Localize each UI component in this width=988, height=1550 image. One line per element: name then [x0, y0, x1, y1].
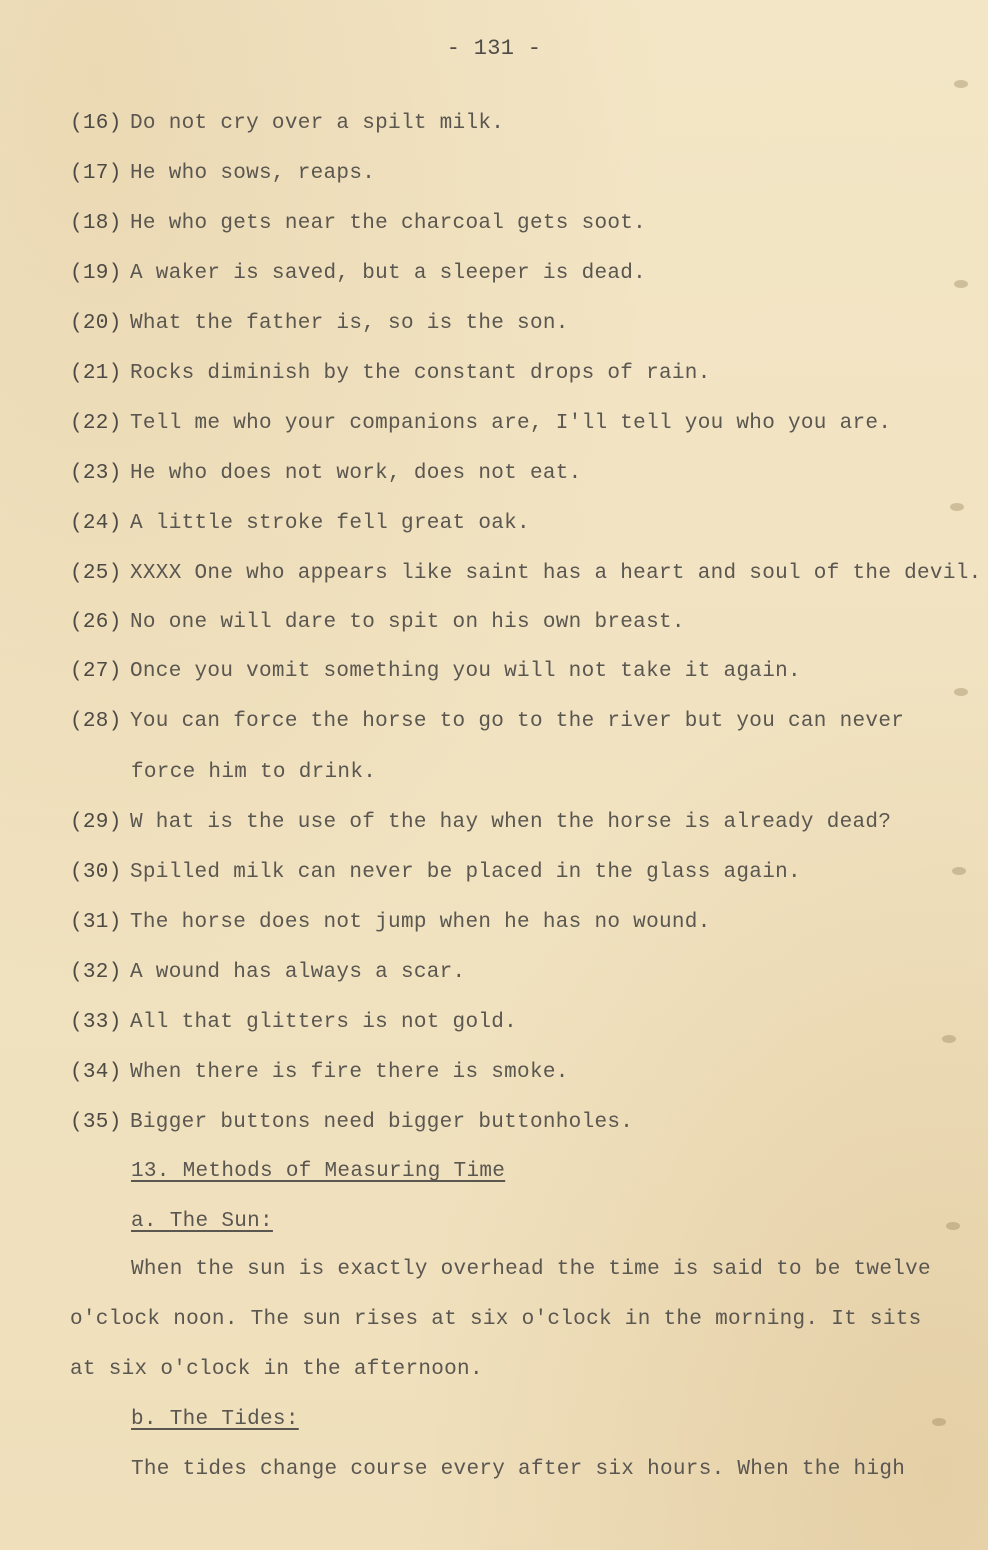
proverb-item: [70, 911, 711, 934]
paper-speck: [954, 280, 968, 288]
proverb-text: When there is fire there is smoke.: [130, 1061, 569, 1084]
proverb-text: No one will dare to spit on his own breast.: [130, 611, 685, 634]
proverb-text: Spilled milk can never be placed in the glass again.: [130, 861, 801, 884]
paragraph-line: When the sun is exactly overhead the time is said to be twelve: [131, 1258, 931, 1281]
proverb-text: Tell me who your companions are, I'll tell you who you are.: [130, 412, 892, 435]
proverb-item: [70, 212, 646, 235]
proverb-item: [70, 162, 375, 185]
proverb-item: [70, 262, 646, 285]
proverb-number: (18): [70, 212, 122, 235]
paper-speck: [950, 503, 964, 511]
proverb-item: [70, 710, 904, 733]
proverb-number: (32): [70, 961, 122, 984]
paper-speck: [954, 688, 968, 696]
paragraph-line: o'clock noon. The sun rises at six o'clock in the morning. It sits: [70, 1308, 922, 1331]
proverb-number: (19): [70, 262, 122, 285]
proverb-number: (21): [70, 362, 122, 385]
proverb-text: A waker is saved, but a sleeper is dead.: [130, 262, 647, 285]
proverb-number: (33): [70, 1011, 122, 1034]
proverb-text: The horse does not jump when he has no wound.: [130, 911, 711, 934]
proverb-text: You can force the horse to go to the river but you can never: [130, 710, 905, 733]
proverb-item: [70, 412, 891, 435]
proverb-text: He who sows, reaps.: [130, 162, 376, 185]
proverb-item: [70, 611, 685, 634]
proverb-text: He who gets near the charcoal gets soot.: [130, 212, 647, 235]
proverb-text: W hat is the use of the hay when the horse is already dead?: [130, 811, 892, 834]
proverb-item: [70, 660, 801, 683]
proverb-text: A little stroke fell great oak.: [130, 512, 530, 535]
proverb-text: Bigger buttons need bigger buttonholes.: [130, 1111, 634, 1134]
proverb-text: Rocks diminish by the constant drops of rain.: [130, 362, 711, 385]
proverb-item: [70, 562, 982, 585]
proverb-number: (17): [70, 162, 122, 185]
proverb-text: What the father is, so is the son.: [130, 312, 569, 335]
proverb-number: (26): [70, 611, 122, 634]
proverb-text: Once you vomit something you will not take it again.: [130, 660, 801, 683]
paper-speck: [946, 1222, 960, 1230]
paragraph-line: The tides change course every after six hours. When the high: [131, 1458, 906, 1481]
proverb-text: XXXX One who appears like saint has a heart and soul of the devil.: [130, 562, 982, 585]
section-heading: 13. Methods of Measuring Time: [131, 1160, 506, 1183]
page-number: - 131 -: [446, 36, 542, 61]
proverb-item: [70, 1011, 517, 1034]
proverb-number: (28): [70, 710, 122, 733]
paper-speck: [954, 80, 968, 88]
proverb-item: [70, 861, 801, 884]
proverb-text: Do not cry over a spilt milk.: [130, 112, 505, 135]
proverb-number: (35): [70, 1111, 122, 1134]
proverb-item: [70, 1111, 633, 1134]
subsection-heading-sun: a. The Sun:: [131, 1210, 273, 1233]
proverb-number: (30): [70, 861, 122, 884]
proverb-text: A wound has always a scar.: [130, 961, 466, 984]
proverb-item: [70, 462, 582, 485]
paper-speck: [942, 1035, 956, 1043]
proverb-text: All that glitters is not gold.: [130, 1011, 518, 1034]
proverb-item: [70, 811, 891, 834]
proverb-continuation: force him to drink.: [131, 761, 377, 784]
paper-speck: [952, 867, 966, 875]
proverb-item: [70, 961, 465, 984]
paragraph-line: at six o'clock in the afternoon.: [70, 1358, 483, 1381]
proverb-item: [70, 1061, 569, 1084]
subsection-heading-tides: b. The Tides:: [131, 1408, 299, 1431]
proverb-text: He who does not work, does not eat.: [130, 462, 582, 485]
proverb-number: (29): [70, 811, 122, 834]
proverb-item: [70, 312, 569, 335]
proverb-number: (25): [70, 562, 122, 585]
proverb-item: [70, 112, 504, 135]
proverb-item: [70, 362, 711, 385]
proverb-item: [70, 512, 530, 535]
proverb-number: (23): [70, 462, 122, 485]
proverb-number: (31): [70, 911, 122, 934]
proverb-number: (24): [70, 512, 122, 535]
proverb-number: (34): [70, 1061, 122, 1084]
proverb-number: (22): [70, 412, 122, 435]
proverb-number: (20): [70, 312, 122, 335]
proverb-number: (16): [70, 112, 122, 135]
paper-speck: [932, 1418, 946, 1426]
proverb-number: (27): [70, 660, 122, 683]
